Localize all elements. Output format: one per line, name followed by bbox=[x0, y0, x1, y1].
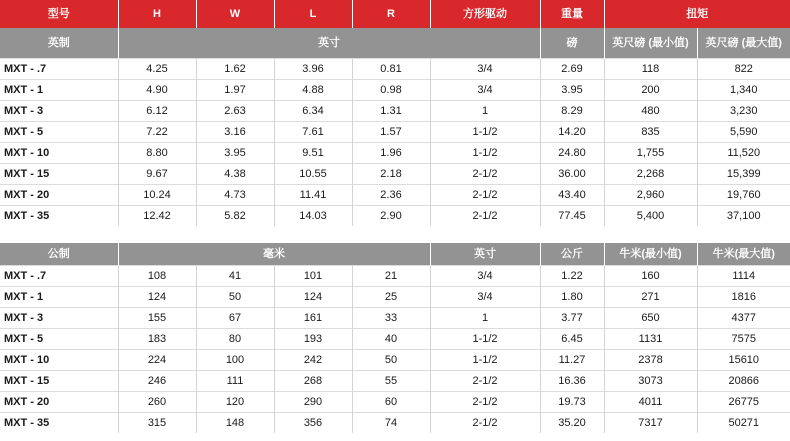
imperial-h-cell: 8.80 bbox=[118, 143, 196, 164]
imperial-weight-cell: 14.20 bbox=[540, 122, 604, 143]
imperial-h-cell: 4.90 bbox=[118, 80, 196, 101]
imperial-weight-cell: 36.00 bbox=[540, 164, 604, 185]
table-row bbox=[0, 287, 790, 308]
imperial-r-cell: 0.98 bbox=[352, 80, 430, 101]
imperial-model-cell: MXT - 5 bbox=[0, 122, 118, 143]
imperial-torque-max-cell: 11,520 bbox=[697, 143, 790, 164]
metric-h-cell: 108 bbox=[118, 266, 196, 287]
imperial-r-cell: 1.96 bbox=[352, 143, 430, 164]
section-gap-cell bbox=[0, 226, 790, 243]
imperial-weight-cell: 2.69 bbox=[540, 59, 604, 80]
metric-h-cell: 224 bbox=[118, 350, 196, 371]
metric-l-cell: 101 bbox=[274, 266, 352, 287]
imperial-torque-max-cell: 1,340 bbox=[697, 80, 790, 101]
metric-w-cell: 41 bbox=[196, 266, 274, 287]
metric-model-cell: MXT - 5 bbox=[0, 329, 118, 350]
imperial-l-cell: 6.34 bbox=[274, 101, 352, 122]
imperial-l-cell: 3.96 bbox=[274, 59, 352, 80]
imperial-torque-max-unit: 英尺磅 (最大值) bbox=[697, 28, 790, 59]
imperial-torque-max-cell: 37,100 bbox=[697, 206, 790, 227]
imperial-torque-min-cell: 118 bbox=[604, 59, 697, 80]
metric-r-cell: 60 bbox=[352, 392, 430, 413]
imperial-drive-cell: 3/4 bbox=[430, 59, 540, 80]
metric-weight-cell: 16.36 bbox=[540, 371, 604, 392]
metric-l-cell: 161 bbox=[274, 308, 352, 329]
metric-l-cell: 268 bbox=[274, 371, 352, 392]
imperial-torque-max-cell: 822 bbox=[697, 59, 790, 80]
imperial-torque-min-cell: 480 bbox=[604, 101, 697, 122]
metric-torque-max-cell: 1114 bbox=[697, 266, 790, 287]
metric-r-cell: 74 bbox=[352, 413, 430, 434]
imperial-torque-min-unit: 英尺磅 (最小值) bbox=[604, 28, 697, 59]
metric-h-cell: 315 bbox=[118, 413, 196, 434]
imperial-model-cell: MXT - 10 bbox=[0, 143, 118, 164]
imperial-weight-cell: 43.40 bbox=[540, 185, 604, 206]
imperial-model-cell: MXT - .7 bbox=[0, 59, 118, 80]
metric-r-cell: 33 bbox=[352, 308, 430, 329]
imperial-r-cell: 2.18 bbox=[352, 164, 430, 185]
imperial-h-cell: 7.22 bbox=[118, 122, 196, 143]
imperial-w-cell: 4.73 bbox=[196, 185, 274, 206]
imperial-model-cell: MXT - 15 bbox=[0, 164, 118, 185]
metric-torque-max-cell: 1816 bbox=[697, 287, 790, 308]
imperial-torque-min-cell: 835 bbox=[604, 122, 697, 143]
metric-weight-cell: 1.80 bbox=[540, 287, 604, 308]
imperial-h-cell: 12.42 bbox=[118, 206, 196, 227]
table-row bbox=[0, 80, 790, 101]
metric-weight-cell: 35.20 bbox=[540, 413, 604, 434]
metric-model-cell: MXT - 1 bbox=[0, 287, 118, 308]
imperial-w-cell: 5.82 bbox=[196, 206, 274, 227]
metric-weight-cell: 1.22 bbox=[540, 266, 604, 287]
imperial-h-cell: 4.25 bbox=[118, 59, 196, 80]
imperial-dims-unit: 英寸 bbox=[118, 28, 540, 59]
table-row bbox=[0, 392, 790, 413]
imperial-l-cell: 11.41 bbox=[274, 185, 352, 206]
imperial-w-cell: 4.38 bbox=[196, 164, 274, 185]
metric-torque-min-cell: 271 bbox=[604, 287, 697, 308]
metric-h-cell: 155 bbox=[118, 308, 196, 329]
metric-torque-max-cell: 15610 bbox=[697, 350, 790, 371]
metric-torque-max-cell: 50271 bbox=[697, 413, 790, 434]
metric-w-cell: 67 bbox=[196, 308, 274, 329]
imperial-drive-cell: 2-1/2 bbox=[430, 185, 540, 206]
metric-subheader-row bbox=[0, 243, 790, 266]
metric-h-cell: 183 bbox=[118, 329, 196, 350]
table-row bbox=[0, 413, 790, 434]
imperial-drive-cell: 2-1/2 bbox=[430, 164, 540, 185]
imperial-h-cell: 6.12 bbox=[118, 101, 196, 122]
imperial-w-cell: 1.97 bbox=[196, 80, 274, 101]
imperial-weight-cell: 8.29 bbox=[540, 101, 604, 122]
metric-w-cell: 50 bbox=[196, 287, 274, 308]
metric-r-cell: 50 bbox=[352, 350, 430, 371]
metric-drive-cell: 3/4 bbox=[430, 266, 540, 287]
imperial-l-cell: 9.51 bbox=[274, 143, 352, 164]
metric-l-cell: 356 bbox=[274, 413, 352, 434]
imperial-l-cell: 4.88 bbox=[274, 80, 352, 101]
metric-dims-unit: 毫米 bbox=[118, 243, 430, 266]
table-row bbox=[0, 164, 790, 185]
table-row bbox=[0, 371, 790, 392]
metric-model-cell: MXT - 35 bbox=[0, 413, 118, 434]
drive-header: 方形驱动 bbox=[430, 0, 540, 28]
imperial-torque-max-cell: 3,230 bbox=[697, 101, 790, 122]
metric-torque-max-cell: 7575 bbox=[697, 329, 790, 350]
imperial-drive-cell: 3/4 bbox=[430, 80, 540, 101]
table-row bbox=[0, 122, 790, 143]
table-row bbox=[0, 143, 790, 164]
metric-drive-cell: 1-1/2 bbox=[430, 350, 540, 371]
metric-drive-cell: 1 bbox=[430, 308, 540, 329]
metric-drive-cell: 2-1/2 bbox=[430, 371, 540, 392]
imperial-r-cell: 2.90 bbox=[352, 206, 430, 227]
imperial-drive-cell: 1-1/2 bbox=[430, 122, 540, 143]
metric-weight-cell: 11.27 bbox=[540, 350, 604, 371]
metric-model-cell: MXT - 10 bbox=[0, 350, 118, 371]
metric-r-cell: 25 bbox=[352, 287, 430, 308]
table-row bbox=[0, 329, 790, 350]
imperial-h-cell: 10.24 bbox=[118, 185, 196, 206]
imperial-w-cell: 3.16 bbox=[196, 122, 274, 143]
metric-l-cell: 290 bbox=[274, 392, 352, 413]
metric-h-cell: 246 bbox=[118, 371, 196, 392]
metric-drive-cell: 1-1/2 bbox=[430, 329, 540, 350]
metric-torque-min-cell: 650 bbox=[604, 308, 697, 329]
metric-w-cell: 111 bbox=[196, 371, 274, 392]
metric-model-cell: MXT - .7 bbox=[0, 266, 118, 287]
imperial-r-cell: 0.81 bbox=[352, 59, 430, 80]
imperial-torque-min-cell: 200 bbox=[604, 80, 697, 101]
imperial-torque-min-cell: 2,960 bbox=[604, 185, 697, 206]
metric-label: 公制 bbox=[0, 243, 118, 266]
table-row bbox=[0, 59, 790, 80]
metric-h-cell: 124 bbox=[118, 287, 196, 308]
metric-l-cell: 193 bbox=[274, 329, 352, 350]
imperial-drive-cell: 1-1/2 bbox=[430, 143, 540, 164]
imperial-r-cell: 2.36 bbox=[352, 185, 430, 206]
imperial-torque-min-cell: 2,268 bbox=[604, 164, 697, 185]
metric-w-cell: 148 bbox=[196, 413, 274, 434]
imperial-weight-cell: 77.45 bbox=[540, 206, 604, 227]
imperial-torque-max-cell: 5,590 bbox=[697, 122, 790, 143]
metric-w-cell: 120 bbox=[196, 392, 274, 413]
imperial-model-cell: MXT - 1 bbox=[0, 80, 118, 101]
metric-torque-min-cell: 3073 bbox=[604, 371, 697, 392]
metric-model-cell: MXT - 3 bbox=[0, 308, 118, 329]
metric-r-cell: 55 bbox=[352, 371, 430, 392]
table-row bbox=[0, 206, 790, 227]
metric-weight-unit: 公斤 bbox=[540, 243, 604, 266]
metric-torque-max-cell: 26775 bbox=[697, 392, 790, 413]
metric-drive-cell: 2-1/2 bbox=[430, 392, 540, 413]
metric-torque-max-unit: 牛米(最大值) bbox=[697, 243, 790, 266]
metric-torque-min-cell: 160 bbox=[604, 266, 697, 287]
metric-torque-min-cell: 7317 bbox=[604, 413, 697, 434]
metric-r-cell: 40 bbox=[352, 329, 430, 350]
l-header: L bbox=[274, 0, 352, 28]
table-row bbox=[0, 266, 790, 287]
imperial-model-cell: MXT - 35 bbox=[0, 206, 118, 227]
metric-l-cell: 124 bbox=[274, 287, 352, 308]
imperial-weight-unit: 磅 bbox=[540, 28, 604, 59]
model-header: 型号 bbox=[0, 0, 118, 28]
imperial-r-cell: 1.31 bbox=[352, 101, 430, 122]
metric-r-cell: 21 bbox=[352, 266, 430, 287]
header-row bbox=[0, 0, 790, 28]
table-row bbox=[0, 308, 790, 329]
metric-h-cell: 260 bbox=[118, 392, 196, 413]
metric-weight-cell: 6.45 bbox=[540, 329, 604, 350]
metric-torque-max-cell: 20866 bbox=[697, 371, 790, 392]
imperial-drive-cell: 2-1/2 bbox=[430, 206, 540, 227]
metric-w-cell: 80 bbox=[196, 329, 274, 350]
section-gap bbox=[0, 226, 790, 243]
imperial-w-cell: 1.62 bbox=[196, 59, 274, 80]
metric-drive-unit: 英寸 bbox=[430, 243, 540, 266]
metric-torque-min-unit: 牛米(最小值) bbox=[604, 243, 697, 266]
metric-model-cell: MXT - 20 bbox=[0, 392, 118, 413]
imperial-torque-max-cell: 15,399 bbox=[697, 164, 790, 185]
imperial-w-cell: 2.63 bbox=[196, 101, 274, 122]
table-row bbox=[0, 101, 790, 122]
weight-header: 重量 bbox=[540, 0, 604, 28]
metric-model-cell: MXT - 15 bbox=[0, 371, 118, 392]
w-header: W bbox=[196, 0, 274, 28]
imperial-l-cell: 7.61 bbox=[274, 122, 352, 143]
imperial-r-cell: 1.57 bbox=[352, 122, 430, 143]
imperial-drive-cell: 1 bbox=[430, 101, 540, 122]
r-header: R bbox=[352, 0, 430, 28]
imperial-weight-cell: 3.95 bbox=[540, 80, 604, 101]
imperial-w-cell: 3.95 bbox=[196, 143, 274, 164]
imperial-model-cell: MXT - 3 bbox=[0, 101, 118, 122]
table-row bbox=[0, 350, 790, 371]
metric-weight-cell: 3.77 bbox=[540, 308, 604, 329]
metric-l-cell: 242 bbox=[274, 350, 352, 371]
metric-torque-min-cell: 4011 bbox=[604, 392, 697, 413]
metric-torque-min-cell: 2378 bbox=[604, 350, 697, 371]
imperial-subheader-row bbox=[0, 28, 790, 59]
imperial-torque-min-cell: 5,400 bbox=[604, 206, 697, 227]
h-header: H bbox=[118, 0, 196, 28]
torque-header: 扭矩 bbox=[604, 0, 790, 28]
metric-torque-min-cell: 1131 bbox=[604, 329, 697, 350]
table-row bbox=[0, 185, 790, 206]
imperial-l-cell: 14.03 bbox=[274, 206, 352, 227]
metric-torque-max-cell: 4377 bbox=[697, 308, 790, 329]
metric-drive-cell: 3/4 bbox=[430, 287, 540, 308]
imperial-label: 英制 bbox=[0, 28, 118, 59]
imperial-l-cell: 10.55 bbox=[274, 164, 352, 185]
metric-weight-cell: 19.73 bbox=[540, 392, 604, 413]
metric-drive-cell: 2-1/2 bbox=[430, 413, 540, 434]
imperial-torque-min-cell: 1,755 bbox=[604, 143, 697, 164]
imperial-model-cell: MXT - 20 bbox=[0, 185, 118, 206]
imperial-torque-max-cell: 19,760 bbox=[697, 185, 790, 206]
imperial-weight-cell: 24.80 bbox=[540, 143, 604, 164]
imperial-h-cell: 9.67 bbox=[118, 164, 196, 185]
metric-w-cell: 100 bbox=[196, 350, 274, 371]
